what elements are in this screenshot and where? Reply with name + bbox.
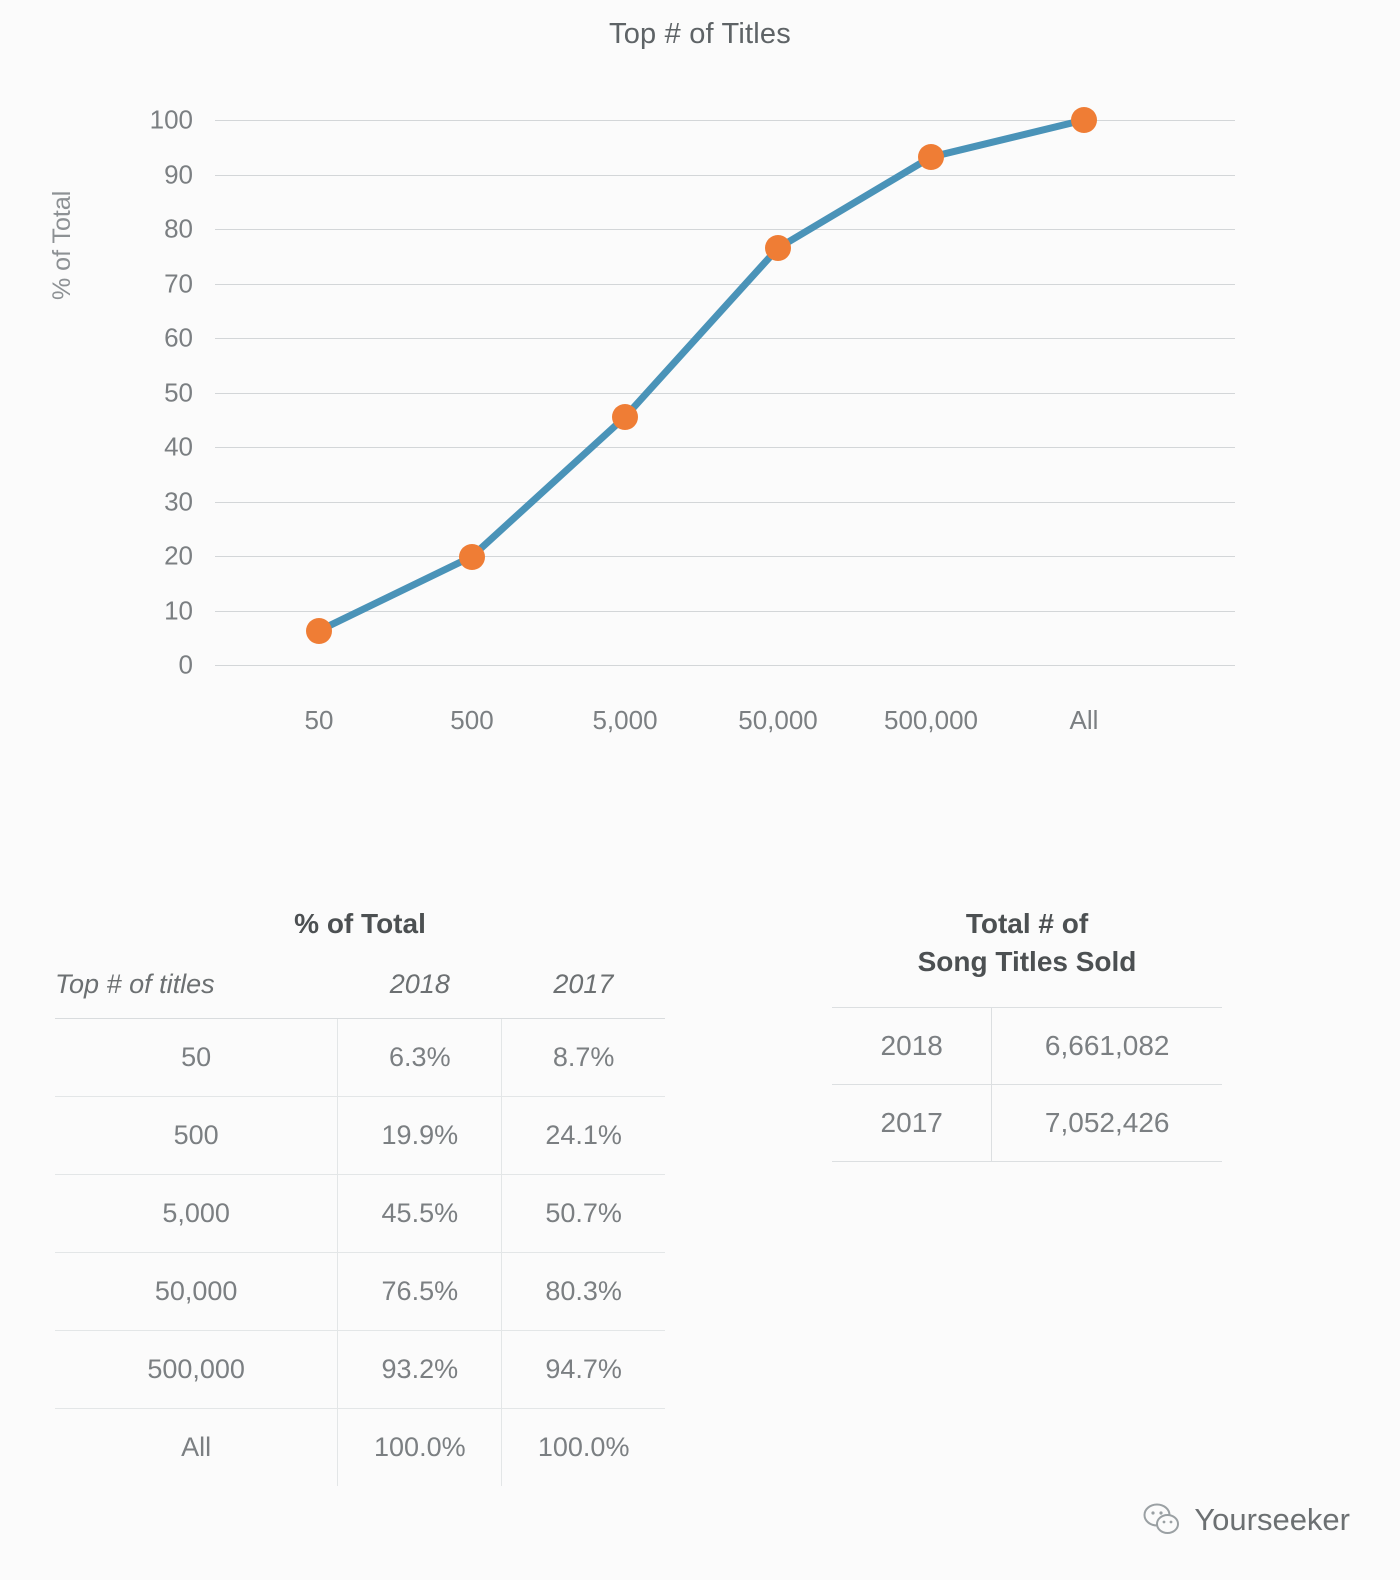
y-tick-label: 90 [164,159,193,189]
y-tick-label: 60 [164,322,193,353]
column-header-top-titles: Top # of titles [55,969,338,1019]
cell-2017: 24.1% [502,1096,665,1174]
cell-2017: 50.7% [502,1174,665,1252]
x-tick-label: 50,000 [738,705,818,735]
table-row [55,1018,665,1096]
x-tick-label: All [1069,705,1099,735]
data-point-marker [459,544,485,570]
chart-title: Top # of Titles [609,18,791,50]
table-row [55,1096,665,1174]
x-tick-label: 500 [450,705,494,735]
cell-2018: 93.2% [338,1330,502,1408]
y-tick-label: 100 [149,104,193,135]
cell-top-titles: 5,000 [55,1174,338,1252]
y-tick-label: 40 [164,431,193,462]
cell-2018: 45.5% [338,1174,502,1252]
data-point-marker [1071,107,1097,133]
percent-of-total-table [55,969,665,1486]
table-header-row [55,969,665,1019]
y-tick-label: 30 [164,486,193,516]
y-tick-label: 20 [164,540,193,571]
cell-2018: 100.0% [338,1408,502,1486]
data-point-marker [612,404,638,430]
x-tick-label: 5,000 [592,705,658,735]
y-tick-label: 50 [164,377,193,407]
cell-year: 2017 [832,1084,992,1161]
watermark [1142,1500,1350,1540]
table-row [55,1252,665,1330]
x-tick-label: 500,000 [884,705,978,735]
y-tick-label: 70 [164,268,193,298]
chart-y-axis-label: % of Total [48,190,76,300]
cell-top-titles: 50 [55,1018,338,1096]
y-tick-label: 10 [164,595,193,625]
cell-top-titles: All [55,1408,338,1486]
data-point-marker [306,618,332,644]
cell-year: 2018 [832,1007,992,1084]
watermark-label: Yourseeker [1194,1502,1350,1537]
percent-of-total-table-block [55,905,665,1486]
chart-plot-area [149,104,1235,735]
cell-2017: 94.7% [502,1330,665,1408]
gridline [215,665,1235,666]
cell-top-titles: 500,000 [55,1330,338,1408]
percent-of-total-caption: % of Total [294,908,426,939]
cell-2018: 6.3% [338,1018,502,1096]
cell-2018: 19.9% [338,1096,502,1174]
cell-total: 6,661,082 [992,1007,1222,1084]
table-row [832,1084,1222,1161]
cell-2017: 100.0% [537,1431,630,1462]
cell-top-titles: 500 [55,1096,338,1174]
wechat-logo-icon [1142,1500,1182,1540]
table-row [55,1174,665,1252]
total-titles-sold-table-block [832,905,1222,1162]
column-header-2018: 2018 [338,969,502,1019]
cell-2017: 8.7% [502,1018,665,1096]
table-row [55,1408,665,1486]
table-row [832,1007,1222,1084]
table-row [55,1330,665,1408]
caption-line-2: Song Titles Sold [917,945,1137,977]
total-titles-sold-caption [832,905,1222,981]
data-point-marker [765,235,791,261]
cell-total: 7,052,426 [992,1084,1222,1161]
total-titles-sold-table [832,1007,1222,1162]
cell-top-titles: 50,000 [55,1252,338,1330]
chart-series-line [215,120,1235,665]
x-tick-label: 50 [304,705,334,735]
data-point-marker [918,144,944,170]
y-tick-label: 80 [164,213,193,244]
caption-line-1: Total # of [965,908,1089,939]
cell-2017: 80.3% [502,1252,665,1330]
y-tick-label: 0 [178,649,193,680]
column-header-2017: 2017 [502,969,665,1019]
cell-2018: 76.5% [338,1252,502,1330]
